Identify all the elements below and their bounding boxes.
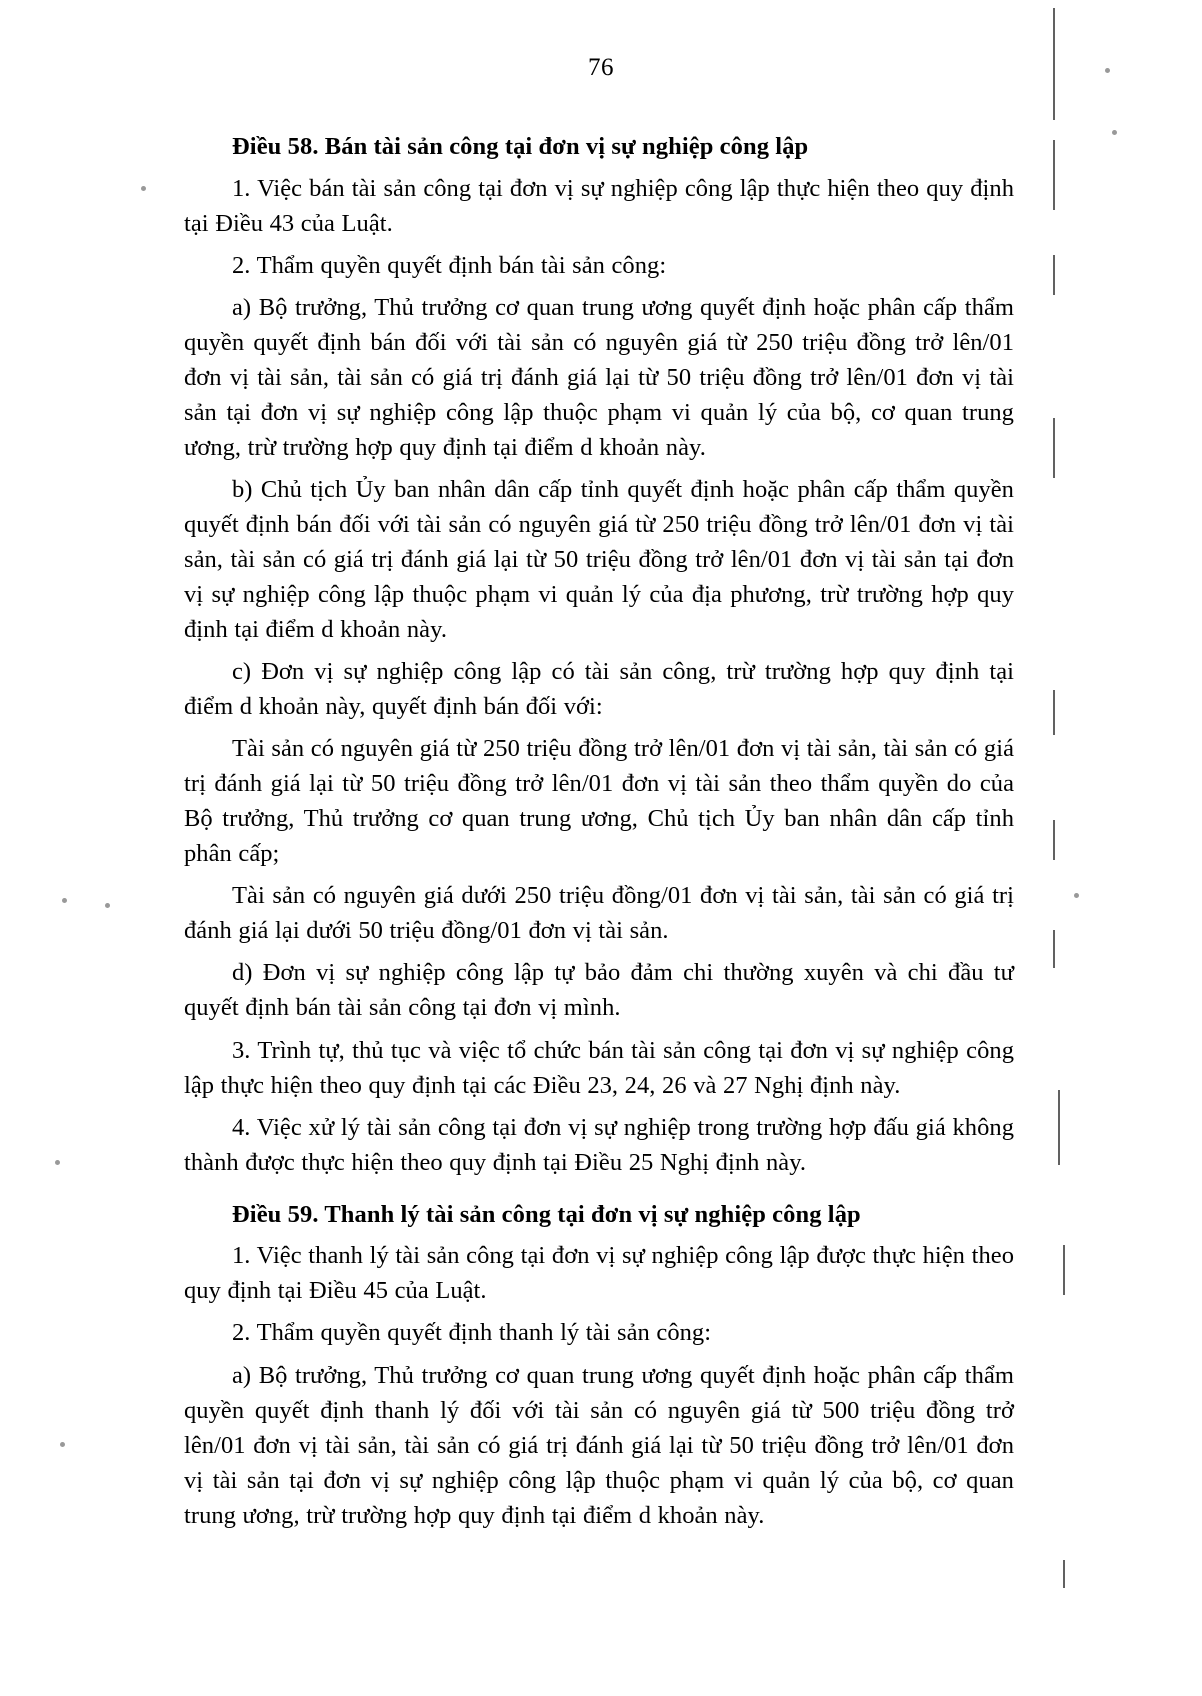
page-number: 76 <box>588 54 614 81</box>
paragraph: d) Đơn vị sự nghiệp công lập tự bảo đảm chi thường xuyên và chi đầu tư quyết định bán tài sản công tại đơn vị mình. <box>184 959 1014 1022</box>
scan-artifact <box>1053 820 1055 860</box>
scan-artifact <box>1053 140 1055 210</box>
scan-speck <box>141 186 146 191</box>
scan-artifact <box>1053 418 1055 478</box>
scan-artifact <box>1053 930 1055 968</box>
paragraph: 1. Việc bán tài sản công tại đơn vị sự nghiệp công lập thực hiện theo quy định tại Điều 43 của Luật. <box>184 174 1014 237</box>
scan-speck <box>62 898 67 903</box>
paragraph: c) Đơn vị sự nghiệp công lập có tài sản công, trừ trường hợp quy định tại điểm d khoản này, quyết định bán đối với: <box>184 658 1014 721</box>
section-heading-58: Điều 58. Bán tài sản công tại đơn vị sự nghiệp công lập <box>232 133 809 160</box>
scan-artifact <box>1053 255 1055 295</box>
section-heading-59: Điều 59. Thanh lý tài sản công tại đơn vị sự nghiệp công lập <box>232 1200 861 1228</box>
paragraph: 4. Việc xử lý tài sản công tại đơn vị sự nghiệp trong trường hợp đấu giá không thành được thực hiện theo quy định tại Điều 25 Nghị định này. <box>184 1113 1014 1176</box>
scan-speck <box>1105 68 1110 73</box>
scan-speck <box>60 1442 65 1447</box>
scan-speck <box>55 1160 60 1165</box>
paragraph: a) Bộ trưởng, Thủ trưởng cơ quan trung ương quyết định hoặc phân cấp thẩm quyền quyết định thanh lý đối với tài sản có nguyên giá từ 500 triệu đồng trở lên/01 đơn vị tài sản, tài sản có giá trị đánh giá lại từ 50 triệu đồng trở lên/01 đơn vị tài sản tại đơn vị sự nghiệp công lập thuộc phạm vi quản lý của bộ, cơ quan trung ương, trừ trường hợp quy định tại điểm d khoản này. <box>184 1361 1014 1529</box>
scan-artifact <box>1063 1245 1065 1295</box>
paragraph: 1. Việc thanh lý tài sản công tại đơn vị sự nghiệp công lập được thực hiện theo quy định tại Điều 45 của Luật. <box>184 1242 1014 1305</box>
scan-speck <box>1074 893 1079 898</box>
scan-artifact <box>1058 1090 1060 1165</box>
paragraph: Tài sản có nguyên giá dưới 250 triệu đồng/01 đơn vị tài sản, tài sản có giá trị đánh giá lại dưới 50 triệu đồng/01 đơn vị tài sản. <box>184 882 1014 945</box>
paragraph: b) Chủ tịch Ủy ban nhân dân cấp tỉnh quyết định hoặc phân cấp thẩm quyền quyết định bán đối với tài sản có nguyên giá từ 250 triệu đồng trở lên/01 đơn vị tài sản, tài sản có giá trị đánh giá lại từ 50 triệu đồng trở lên/01 đơn vị tài sản tại đơn vị sự nghiệp công lập thuộc phạm vi quản lý của địa phương, trừ trường hợp quy định tại điểm d khoản này. <box>184 476 1014 644</box>
document-body <box>184 130 1014 1540</box>
scan-artifact <box>1063 1560 1065 1588</box>
scan-artifact <box>1053 690 1055 735</box>
paragraph: 2. Thẩm quyền quyết định bán tài sản công: <box>232 251 667 279</box>
paragraph: 2. Thẩm quyền quyết định thanh lý tài sản công: <box>232 1319 712 1347</box>
paragraph: 3. Trình tự, thủ tục và việc tổ chức bán tài sản công tại đơn vị sự nghiệp công lập thực hiện theo quy định tại các Điều 23, 24, 26 và 27 Nghị định này. <box>184 1036 1014 1099</box>
scan-speck <box>105 903 110 908</box>
paragraph: Tài sản có nguyên giá từ 250 triệu đồng trở lên/01 đơn vị tài sản, tài sản có giá trị đánh giá lại từ 50 triệu đồng trở lên/01 đơn vị tài sản theo thẩm quyền do của Bộ trưởng, Thủ trưởng cơ quan trung ương, Chủ tịch Ủy ban nhân dân cấp tỉnh phân cấp; <box>184 735 1014 868</box>
scan-artifact <box>1053 8 1055 120</box>
scan-speck <box>1112 130 1117 135</box>
paragraph: a) Bộ trưởng, Thủ trưởng cơ quan trung ương quyết định hoặc phân cấp thẩm quyền quyết định bán đối với tài sản có nguyên giá từ 250 triệu đồng trở lên/01 đơn vị tài sản, tài sản có giá trị đánh giá lại từ 50 triệu đồng trở lên/01 đơn vị tài sản tại đơn vị sự nghiệp công lập thuộc phạm vi quản lý của bộ, cơ quan trung ương, trừ trường hợp quy định tại điểm d khoản này. <box>184 293 1014 461</box>
